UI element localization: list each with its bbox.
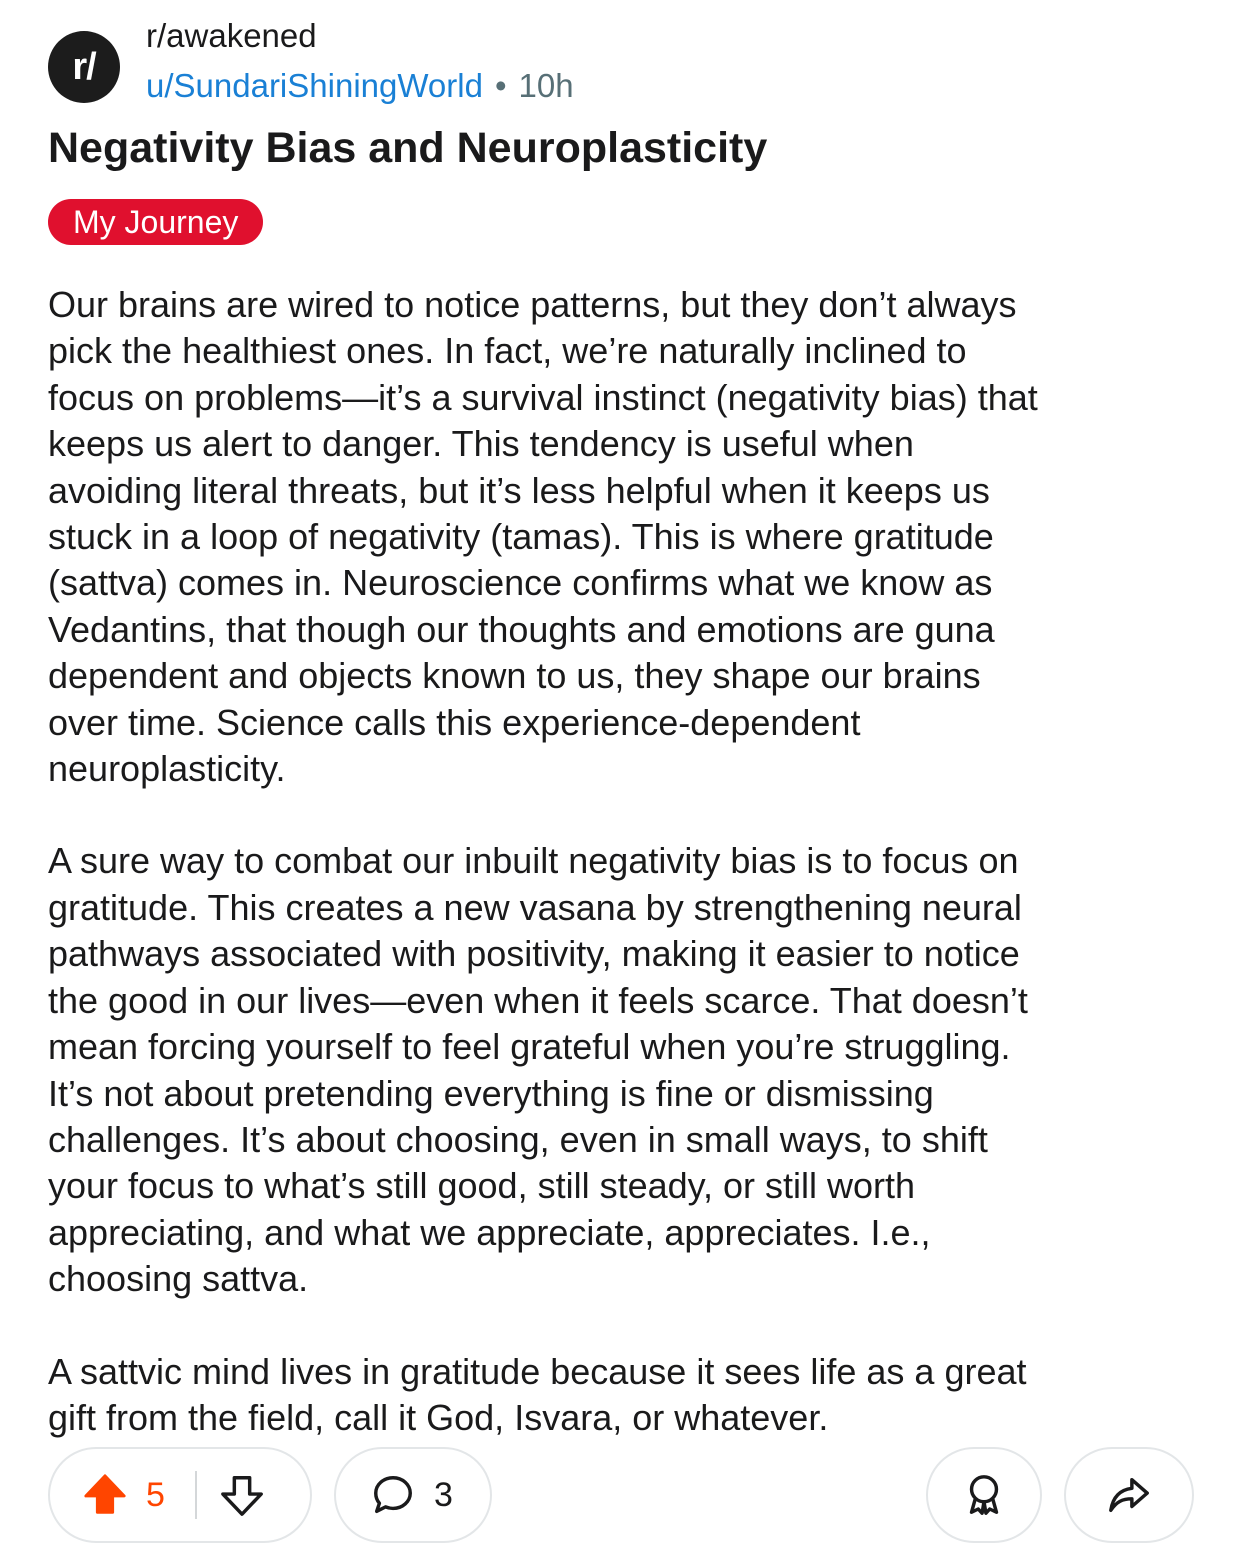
subreddit-name[interactable]: r/awakened (146, 17, 317, 54)
upvote-arrow-icon[interactable] (82, 1472, 128, 1518)
body-paragraph-2 (48, 838, 1198, 1302)
body-line: Our brains are wired to notice patterns, but they don’t always (48, 284, 1017, 325)
post-meta (146, 17, 574, 105)
body-paragraph-3 (48, 1349, 1198, 1442)
share-button[interactable] (1064, 1447, 1194, 1543)
body-line: It’s not about pretending everything is fine or dismissing (48, 1072, 934, 1114)
body-line: (sattva) comes in. Neuroscience confirms what we know as (48, 562, 993, 604)
vote-divider (195, 1471, 197, 1519)
body-line: your focus to what’s still good, still steady, or still worth (48, 1165, 916, 1207)
body-line: gratitude. This creates a new vasana by strengthening neural (48, 886, 1022, 928)
body-paragraph-1 (48, 282, 1198, 792)
author-username[interactable]: u/SundariShiningWorld (146, 67, 483, 104)
body-line: A sure way to combat our inbuilt negativity bias is to focus on (48, 840, 1019, 882)
body-line: pick the healthiest ones. In fact, we’re naturally inclined to (48, 330, 967, 372)
post-age: 10h (518, 67, 574, 104)
body-line: dependent and objects known to us, they shape our brains (48, 655, 981, 697)
body-line: focus on problems—it’s a survival instinct (negativity bias) that (48, 376, 1038, 418)
post-body (48, 282, 1198, 1441)
body-line: over time. Science calls this experience-dependent (48, 701, 861, 743)
separator-dot: • (494, 67, 507, 104)
body-line: the good in our lives—even when it feels scarce. That doesn’t (48, 979, 1028, 1021)
downvote-arrow-icon[interactable] (219, 1472, 265, 1518)
comment-count: 3 (434, 1475, 453, 1514)
body-line: avoiding literal threats, but it’s less helpful when it keeps us (48, 469, 990, 511)
body-line: challenges. It’s about choosing, even in small ways, to shift (48, 1118, 988, 1160)
subreddit-avatar[interactable]: r/ (48, 31, 120, 103)
body-line: gift from the field, call it God, Isvara, or whatever. (48, 1396, 829, 1438)
body-line: keeps us alert to danger. This tendency is useful when (48, 423, 914, 465)
body-line: neuroplasticity. (48, 748, 286, 790)
award-button[interactable] (926, 1447, 1042, 1543)
body-line: Vedantins, that though our thoughts and emotions are guna (48, 608, 995, 650)
post-flair[interactable]: My Journey (48, 199, 263, 245)
byline (146, 67, 574, 105)
body-line: appreciating, and what we appreciate, appreciates. I.e., (48, 1211, 931, 1253)
body-line: A sattvic mind lives in gratitude because it sees life as a great (48, 1350, 1027, 1392)
comment-bubble-icon (370, 1472, 416, 1518)
award-icon (961, 1472, 1007, 1518)
vote-score: 5 (146, 1475, 165, 1514)
body-line: pathways associated with positivity, making it easier to notice (48, 933, 1020, 975)
vote-control (48, 1447, 312, 1543)
body-line: mean forcing yourself to feel grateful when you’re struggling. (48, 1026, 1011, 1068)
comments-button[interactable] (334, 1447, 492, 1543)
body-line: choosing sattva. (48, 1258, 309, 1300)
body-line: stuck in a loop of negativity (tamas). This is where gratitude (48, 516, 994, 558)
post-title[interactable]: Negativity Bias and Neuroplasticity (48, 124, 768, 172)
post-header (48, 16, 574, 106)
share-arrow-icon (1106, 1472, 1152, 1518)
post-action-bar (48, 1447, 1194, 1543)
